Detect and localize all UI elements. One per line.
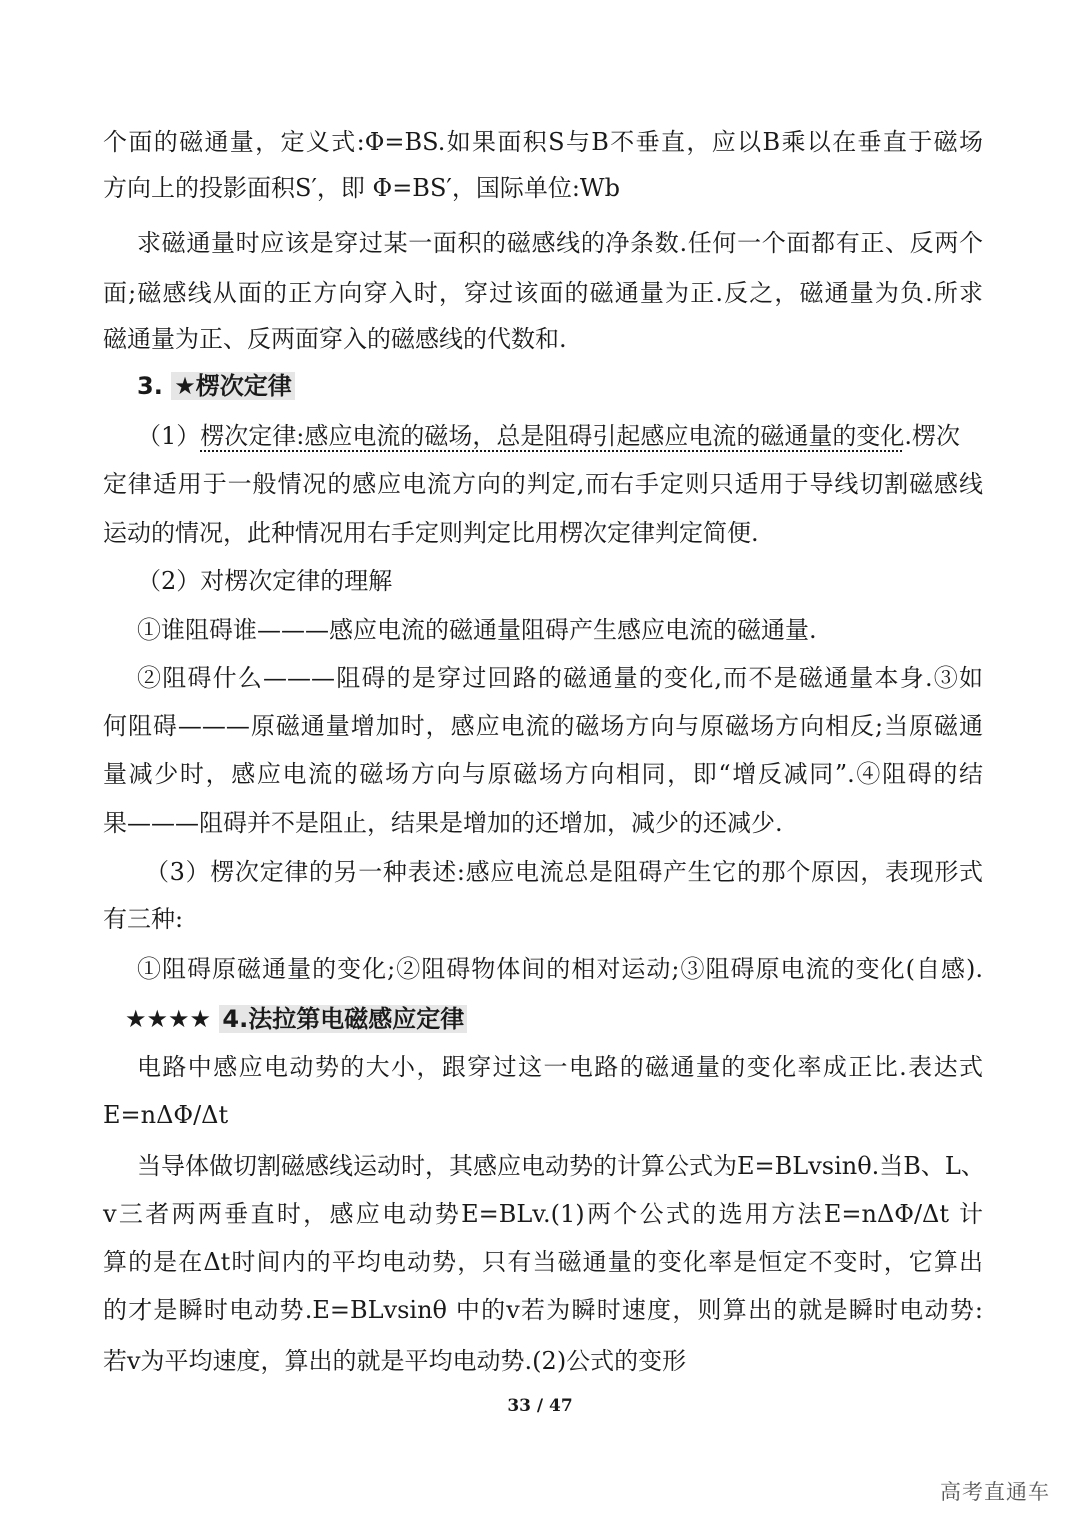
formula-line: E=nΔΦ/Δt xyxy=(103,1101,229,1129)
text: .楞次 xyxy=(904,422,961,450)
body-text-line: 个面的磁通量，定义式:Φ=BS.如果面积S与B不垂直，应以B乘以在垂直于磁场 xyxy=(103,128,983,156)
body-text-line: 求磁通量时应该是穿过某一面积的磁感线的净条数.任何一个面都有正、反两个 xyxy=(137,229,983,257)
body-text-line: ①谁阻碍谁———感应电流的磁通量阻碍产生感应电流的磁通量. xyxy=(137,616,817,644)
underlined-definition: 楞次定律:感应电流的磁场，总是阻碍引起感应电流的磁通量的变化 xyxy=(200,422,905,450)
body-text-line: 定律适用于一般情况的感应电流方向的判定,而右手定则只适用于导线切割磁感线 xyxy=(103,470,983,498)
body-text-line: 何阻碍———原磁通量增加时，感应电流的磁场方向与原磁场方向相反;当原磁通 xyxy=(103,712,983,740)
body-text-line: 算的是在Δt时间内的平均电动势，只有当磁通量的变化率是恒定不变时，它算出 xyxy=(103,1248,983,1276)
body-text-line: 果———阻碍并不是阻止，结果是增加的还增加，减少的还减少. xyxy=(103,809,783,837)
body-text-line: 若v为平均速度，算出的就是平均电动势.(2)公式的变形 xyxy=(103,1347,687,1375)
body-text-line: 磁通量为正、反两面穿入的磁感线的代数和. xyxy=(103,325,567,353)
body-text-line: v三者两两垂直时，感应电动势E=BLv.(1)两个公式的选用方法E=nΔΦ/Δt 计 xyxy=(103,1200,983,1228)
section-3-title: ★楞次定律 xyxy=(171,372,295,400)
body-text-line: ②阻碍什么———阻碍的是穿过回路的磁通量的变化,而不是磁通量本身.③如 xyxy=(137,664,983,692)
section-4-heading xyxy=(125,1004,1005,1034)
paragraph-lenz-law xyxy=(137,421,983,451)
watermark: 高考直通车 xyxy=(940,1480,1050,1504)
body-text-line: 运动的情况，此种情况用右手定则判定比用楞次定律判定简便. xyxy=(103,519,759,547)
body-text-line: 电路中感应电动势的大小，跟穿过这一电路的磁通量的变化率成正比.表达式 xyxy=(137,1053,983,1081)
section-3-number: 3. xyxy=(137,372,163,400)
importance-stars: ★★★★ xyxy=(125,1005,212,1033)
body-text-line: 当导体做切割磁感线运动时，其感应电动势的计算公式为E=BLvsinθ.当B、L、 xyxy=(137,1152,985,1180)
body-text-line: 方向上的投影面积S′，即 Φ=BS′，国际单位:Wb xyxy=(103,174,620,202)
page-number: 33 / 47 xyxy=(507,1396,573,1416)
body-text-line: 量减少时，感应电流的磁场方向与原磁场方向相同，即“增反减同”.④阻碍的结 xyxy=(103,760,983,788)
body-text-line: 的才是瞬时电动势.E=BLvsinθ 中的v若为瞬时速度，则算出的就是瞬时电动势: xyxy=(103,1296,983,1324)
body-text-line: ①阻碍原磁通量的变化;②阻碍物体间的相对运动;③阻碍原电流的变化(自感). xyxy=(137,955,983,983)
body-text-line: 有三种: xyxy=(103,905,184,933)
body-text-line: （3）楞次定律的另一种表述:感应电流总是阻碍产生它的那个原因，表现形式 xyxy=(145,858,983,886)
item-number: （1） xyxy=(137,422,201,450)
body-text-line: 面;磁感线从面的正方向穿入时，穿过该面的磁通量为正.反之，磁通量为负.所求 xyxy=(103,279,983,307)
section-3-heading xyxy=(137,371,983,401)
body-text-line: （2）对楞次定律的理解 xyxy=(137,567,393,595)
section-4-title: 4.法拉第电磁感应定律 xyxy=(219,1005,467,1033)
